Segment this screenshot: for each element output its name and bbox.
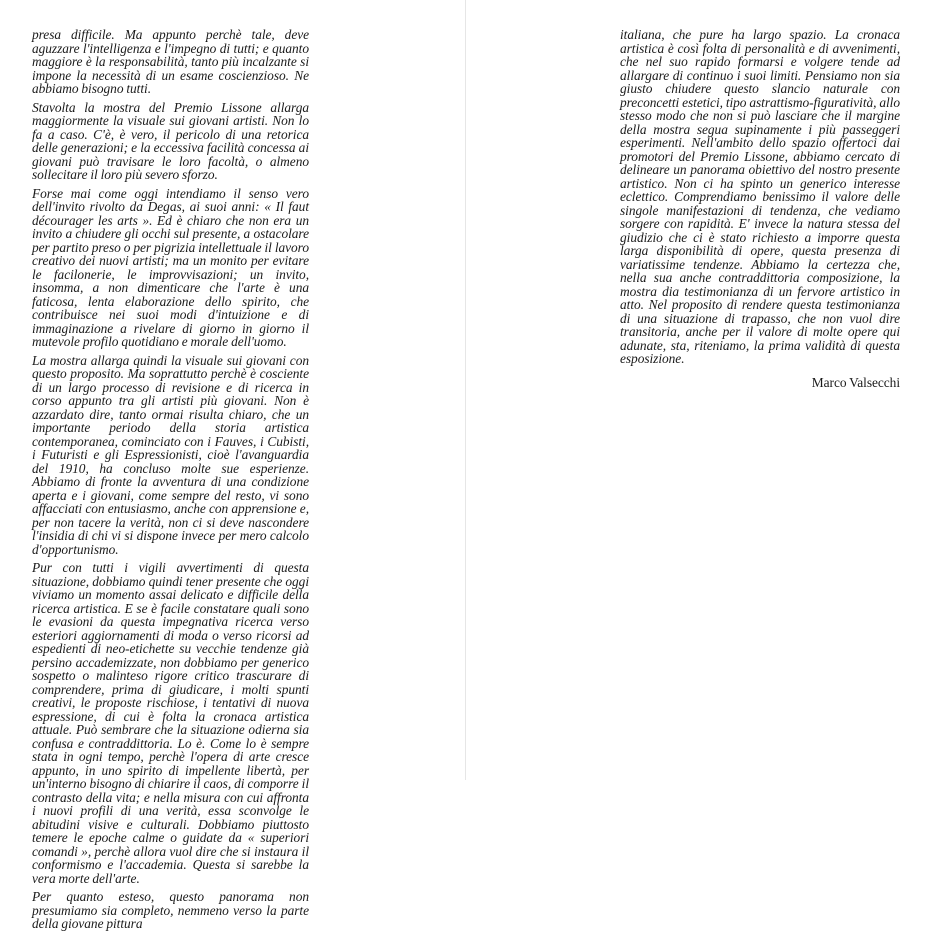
author-signature: Marco Valsecchi xyxy=(811,374,900,390)
left-page-text xyxy=(32,28,309,936)
left-paragraph-1: presa difficile. Ma appunto perchè tale, deve aguzzare l'intelligenza e l'impegno di tutti; e quanto maggiore è la responsabilità, tanto più incalzante si impone la necessità di un esame coscienzioso. Ne abbiamo bisogno tutti. xyxy=(32,27,309,96)
left-paragraph-2: Stavolta la mostra del Premio Lissone allarga maggiormente la visuale sui giovani artisti. Non lo fa a caso. C'è, è vero, il pericolo di una retorica delle generazioni; e la eccessiva facilità concessa ai giovani può travisare le loro facoltà, o almeno sollecitare il loro più severo sforzo. xyxy=(32,99,309,182)
left-paragraph-3: Forse mai come oggi intendiamo il senso vero dell'invito rivolto da Degas, ai suoi anni: « Il faut décourager les arts ». Ed è chiaro che non era un invito a chiudere gli occhi sul presente, a ostacolare per partito preso o per pigrizia intellettuale il lavoro creativo dei nuovi artisti; ma un monito per evitare le facilonerie, le improvvisazioni; un invito, insomma, a non dimenticare che l'arte è una faticosa, lenta elaborazione dello spirito, che contribuisce nei suoi modi d'intuizione e di immaginazione a rivelare di giorno in giorno il mutevole profilo quotidiano e morale dell'uomo. xyxy=(32,185,309,349)
right-paragraph-1: italiana, che pure ha largo spazio. La cronaca artistica è così folta di personalità e di avvenimenti, che nel suo rapido formarsi e volgere tende ad allargare di continuo i suoi limiti. Pensiamo non sia giusto chiudere questo slancio naturale con preconcetti estetici, tipo astrattismo-figuratività, allo stesso modo che non si può lasciare che il margine della mostra segua supinamente i più passeggeri esperimenti. Nell'ambito dello spazio offertoci dai promotori del Premio Lissone, abbiamo cercato di delineare un panorama obiettivo del nostro presente artistico. Non ci ha spinto un generico interesse eclettico. Comprendiamo benissimo il valore delle singole manifestazioni di tendenza, che vediamo sorgere con rapidità. E' invece la natura stessa del giudizio che ci è stato richiesto a imporre questa larga disponibilità di opere, questa presenza di variatissime tendenze. Abbiamo la certezza che, nella sua anche contraddittoria composizione, la mostra dia testimonianza di un fervore artistico in atto. Nel proposito di rendere questa testimonianza di una situazione di trapasso, che non vuol dire transitoria, anche per il valore di molte opere qui adunate, sta, riteniamo, la prima validità di questa esposizione. xyxy=(620,27,900,366)
left-paragraph-5: Pur con tutti i vigili avvertimenti di questa situazione, dobbiamo quindi tener presente che oggi viviamo un momento assai delicato e difficile della ricerca artistica. E se è facile constatare quali sono le evasioni da questa impegnativa ricerca verso esteriori aggiornamenti di moda o verso ricorsi ad espedienti di neo-etichette su vecchie tendenze già persino accademizzate, non dobbiamo per generico sospetto o malinteso rigore critico trascurare di comprendere, prima di giudicare, i molti spunti creativi, le proposte rischiose, i tentativi di nuova espressione, di cui è folta la cronaca artistica attuale. Può sembrare che la situazione odierna sia confusa e contraddittoria. Lo è. Come lo è sempre stata in ogni tempo, perchè l'opera di arte cresce appunto, in uno spirito di impellente libertà, per un'interno bisogno di chiarire il caos, di comporre il contrasto della vita; e nella misura con cui affronta i nuovi profili di una verità, essa sconvolge le abitudini visive e culturali. Dobbiamo piuttosto temere le epoche calme o guidate da « superiori comandi », perchè allora vuol dire che si instaura il conformismo e l'accademia. Questa si sarebbe la vera morte dell'arte. xyxy=(32,560,309,886)
page-gutter xyxy=(465,0,466,780)
right-page-text xyxy=(620,28,900,389)
left-paragraph-4: La mostra allarga quindi la visuale sui giovani con questo proposito. Ma soprattutto perchè è cosciente di un largo processo di revisione e di ricerca in corso appunto tra gli artisti più giovani. Non è azzardato dire, tanto ormai risulta chiaro, che un importante periodo della storia artistica contemporanea, cominciato con i Fauves, i Cubisti, i Futuristi e gli Espressionisti, cioè l'avanguardia del 1910, ha concluso molte sue esperienze. Abbiamo di fronte la avventura di una condizione aperta e i giovani, come sempre del resto, vi sono affacciati con entusiasmo, anche con apprensione e, per non tacere la verità, non ci si deve nascondere l'insidia di chi vi si dispone invece per mero calcolo d'opportunismo. xyxy=(32,352,309,557)
left-paragraph-6: Per quanto esteso, questo panorama non presumiamo sia completo, nemmeno verso la parte della giovane pittura xyxy=(32,889,309,931)
